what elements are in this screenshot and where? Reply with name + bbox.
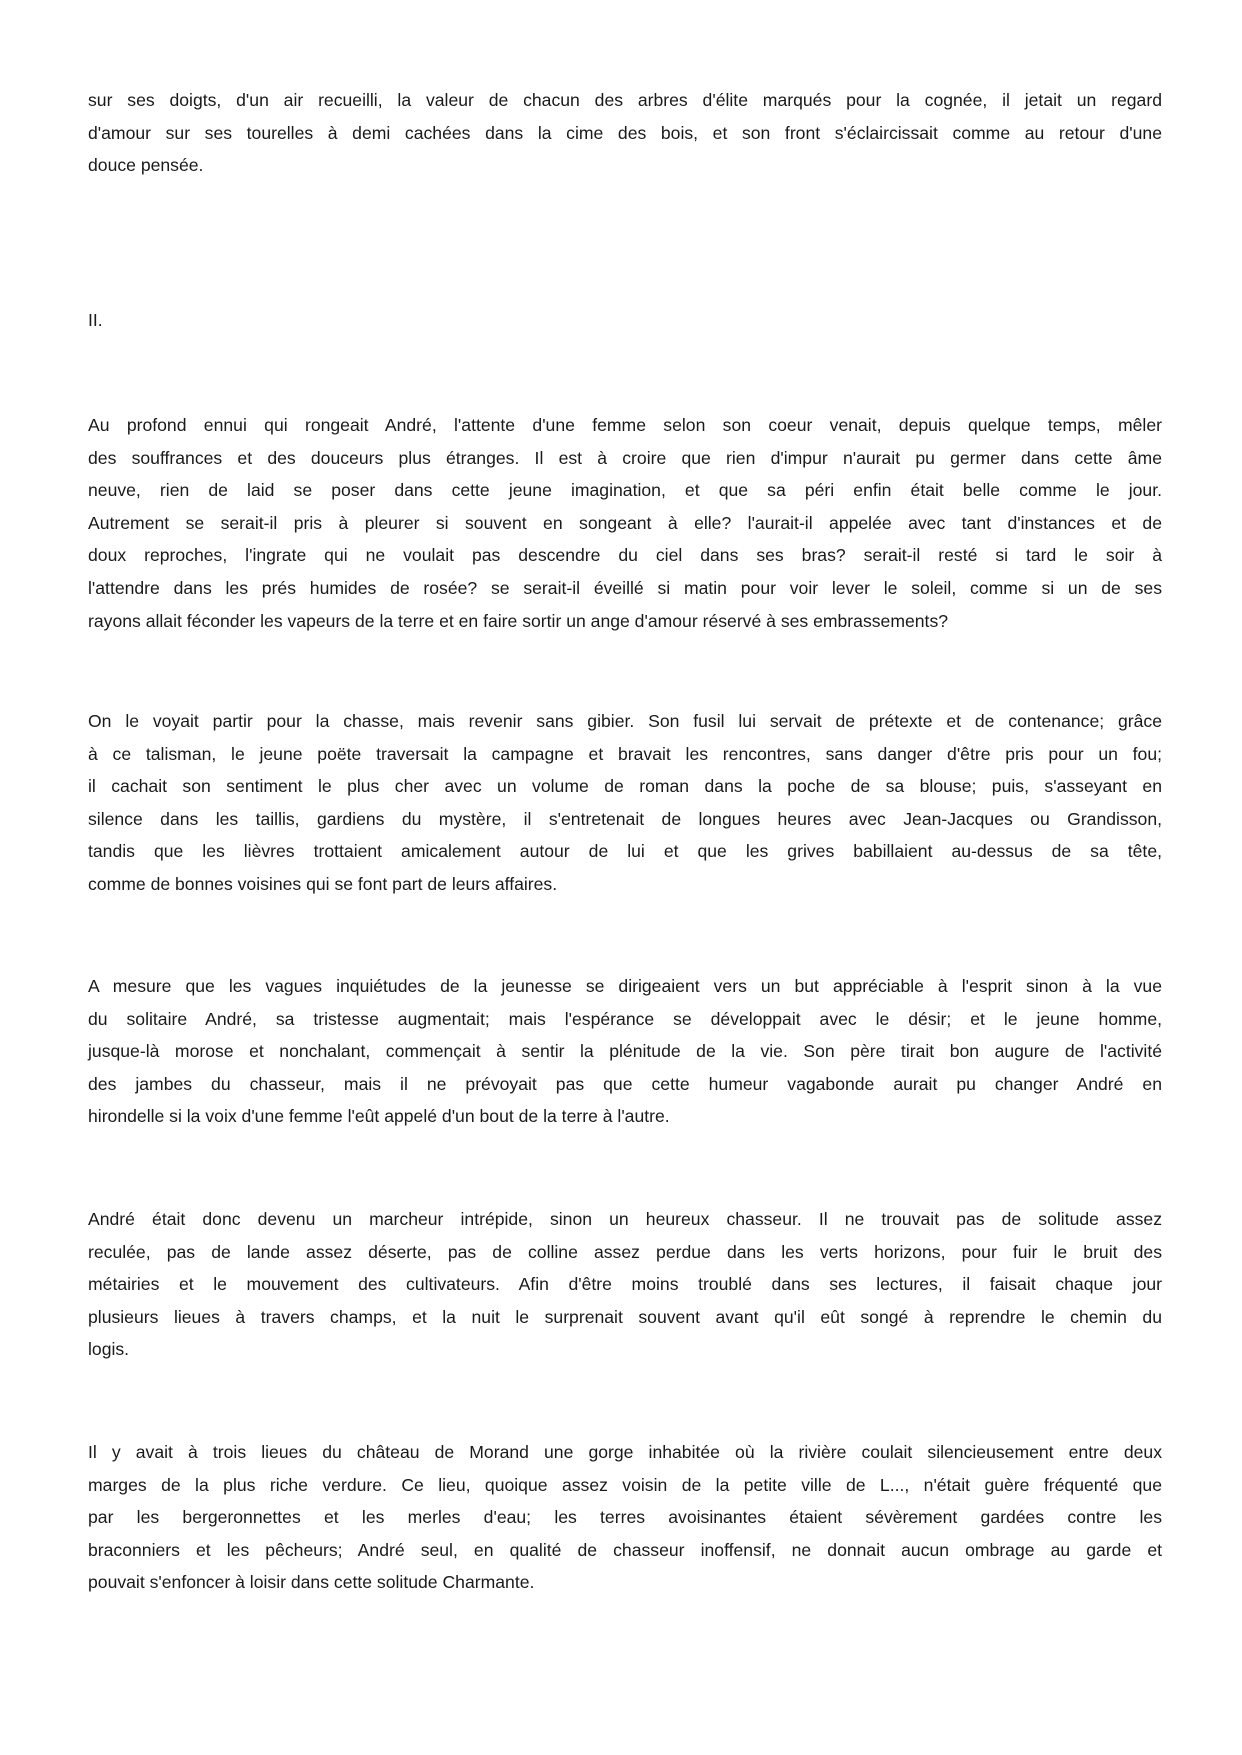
text-line: silence dans les taillis, gardiens du mystère, il s'entretenait de longues heures avec Jean-Jacques ou Grandisson,	[88, 808, 1162, 829]
text-line: jusque-là morose et nonchalant, commençait à sentir la plénitude de la vie. Son père tirait bon augure de l'activité	[88, 1041, 1162, 1062]
text-line: Autrement se serait-il pris à pleurer si souvent en songeant à elle? l'aurait-il appelée avec tant d'instances et de	[88, 512, 1162, 533]
text-line: tandis que les lièvres trottaient amicalement autour de lui et que les grives babillaient au-dessus de sa tête,	[88, 841, 1162, 862]
text-line: hirondelle si la voix d'une femme l'eût appelé d'un bout de la terre à l'autre.	[88, 1106, 670, 1127]
text-line: Il y avait à trois lieues du château de Morand une gorge inhabitée où la rivière coulait silencieusement entre deux	[88, 1442, 1162, 1462]
text-line: logis.	[88, 1339, 130, 1360]
text-line: il cachait son sentiment le plus cher avec un volume de roman dans la poche de sa blouse; puis, s'asseyant en	[88, 776, 1162, 797]
text-line: par les bergeronnettes et les merles d'eau; les terres avoisinantes étaient sévèrement gardées contre les	[88, 1507, 1162, 1528]
text-line: André était donc devenu un marcheur intrépide, sinon un heureux chasseur. Il ne trouvait pas de solitude assez	[88, 1209, 1162, 1229]
text-line: rayons allait féconder les vapeurs de la terre et en faire sortir un ange d'amour réservé à ses embrassements?	[88, 610, 949, 631]
text-line: reculée, pas de lande assez déserte, pas de colline assez perdue dans les verts horizons, pour fuir le bruit des	[88, 1241, 1162, 1262]
text-line: des jambes du chasseur, mais il ne prévoyait pas que cette humeur vagabonde aurait pu changer André en	[88, 1073, 1162, 1094]
paragraph-4	[88, 970, 1162, 1133]
paragraph-2	[88, 409, 1162, 637]
text-line: A mesure que les vagues inquiétudes de la jeunesse se dirigeaient vers un but appréciable à l'esprit sinon à la vue	[88, 976, 1162, 996]
text-line: doux reproches, l'ingrate qui ne voulait pas descendre du ciel dans ses bras? serait-il resté si tard le soir à	[88, 545, 1162, 566]
text-line: des souffrances et des douceurs plus étranges. Il est à croire que rien d'impur n'aurait pu germer dans cette âme	[88, 447, 1162, 468]
paragraph-6	[88, 1436, 1162, 1599]
text-line: métairies et le mouvement des cultivateurs. Afin d'être moins troublé dans ses lectures, il faisait chaque jour	[88, 1274, 1162, 1295]
text-line: à ce talisman, le jeune poëte traversait la campagne et bravait les rencontres, sans danger d'être pris pour un fou;	[88, 743, 1162, 764]
section-heading: II.	[88, 310, 103, 330]
text-line: comme de bonnes voisines qui se font part de leurs affaires.	[88, 873, 558, 894]
paragraph-5	[88, 1203, 1162, 1366]
text-line: plusieurs lieues à travers champs, et la nuit le surprenait souvent avant qu'il eût songé à reprendre le chemin du	[88, 1306, 1162, 1327]
text-line: l'attendre dans les prés humides de rosée? se serait-il éveillé si matin pour voir lever le soleil, comme si un de ses	[88, 577, 1162, 598]
text-line: neuve, rien de laid se poser dans cette jeune imagination, et que sa péri enfin était belle comme le jour.	[88, 480, 1162, 501]
text-line: Au profond ennui qui rongeait André, l'attente d'une femme selon son coeur venait, depuis quelque temps, mêler	[88, 415, 1162, 435]
text-line: douce pensée.	[88, 155, 204, 176]
text-line: braconniers et les pêcheurs; André seul, en qualité de chasseur inoffensif, ne donnait aucun ombrage au garde et	[88, 1539, 1162, 1560]
text-line: pouvait s'enfoncer à loisir dans cette solitude Charmante.	[88, 1572, 535, 1593]
text-line: du solitaire André, sa tristesse augmentait; mais l'espérance se développait avec le désir; et le jeune homme,	[88, 1008, 1162, 1029]
paragraph-1	[88, 84, 1162, 182]
paragraph-3	[88, 705, 1162, 901]
text-line: d'amour sur ses tourelles à demi cachées dans la cime des bois, et son front s'éclaircissait comme au retour d'une	[88, 122, 1162, 143]
text-line: sur ses doigts, d'un air recueilli, la valeur de chacun des arbres d'élite marqués pour la cognée, il jetait un regard	[88, 90, 1162, 110]
text-line: On le voyait partir pour la chasse, mais revenir sans gibier. Son fusil lui servait de prétexte et de contenance; grâce	[88, 711, 1162, 731]
text-line: marges de la plus riche verdure. Ce lieu, quoique assez voisin de la petite ville de L..., n'était guère fréquenté que	[88, 1474, 1162, 1495]
